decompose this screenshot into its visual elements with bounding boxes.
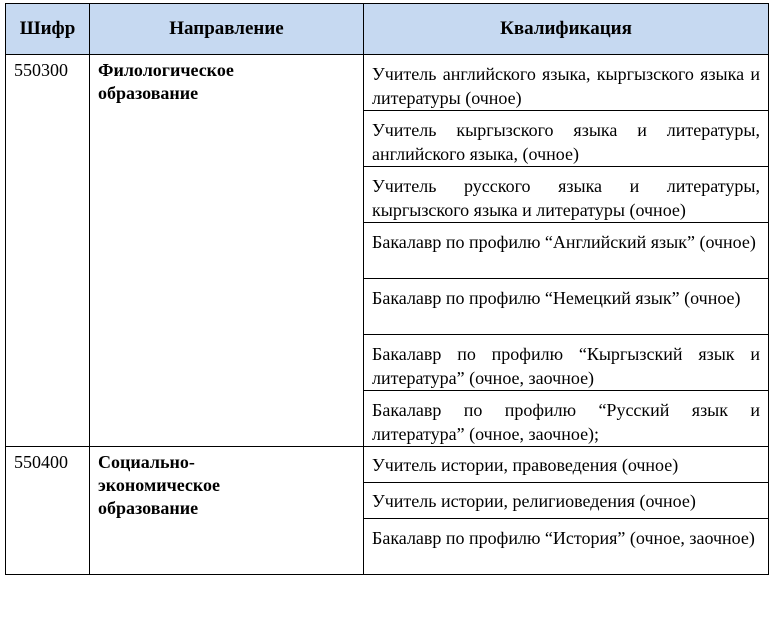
direction-cell [90, 447, 364, 575]
qualification-cell: Учитель кыргызского языка и литературы, английского языка, (очное) [364, 111, 769, 167]
specialties-table [5, 3, 769, 575]
qualification-cell: Бакалавр по профилю “Русский язык и литература” (очное, заочное); [364, 391, 769, 447]
qualification-cell: Бакалавр по профилю “Английский язык” (очное) [364, 223, 769, 279]
direction-line: экономическое [98, 475, 221, 495]
header-qualification: Квалификация [364, 4, 769, 55]
header-row [6, 4, 769, 55]
qualification-cell: Учитель русского языка и литературы, кыргызского языка и литературы (очное) [364, 167, 769, 223]
qualification-cell: Учитель истории, правоведения (очное) [364, 447, 769, 483]
header-code: Шифр [6, 4, 90, 55]
qualification-cell: Учитель истории, религиоведения (очное) [364, 483, 769, 519]
qualification-cell: Бакалавр по профилю “История” (очное, заочное) [364, 519, 769, 575]
qualification-cell: Бакалавр по профилю “Немецкий язык” (очное) [364, 279, 769, 335]
direction-line: Социально- [98, 452, 195, 472]
direction-line: образование [98, 498, 199, 518]
direction-line: образование [98, 83, 199, 103]
direction-line: Филологическое [98, 60, 234, 80]
qualification-cell: Бакалавр по профилю “Кыргызский язык и литература” (очное, заочное) [364, 335, 769, 391]
table-row [6, 447, 769, 483]
qualification-cell: Учитель английского языка, кыргызского языка и литературы (очное) [364, 55, 769, 111]
code-cell: 550300 [6, 55, 90, 447]
document-page [5, 3, 769, 575]
header-direction: Направление [90, 4, 364, 55]
direction-cell [90, 55, 364, 447]
table-row [6, 55, 769, 111]
code-cell: 550400 [6, 447, 90, 575]
